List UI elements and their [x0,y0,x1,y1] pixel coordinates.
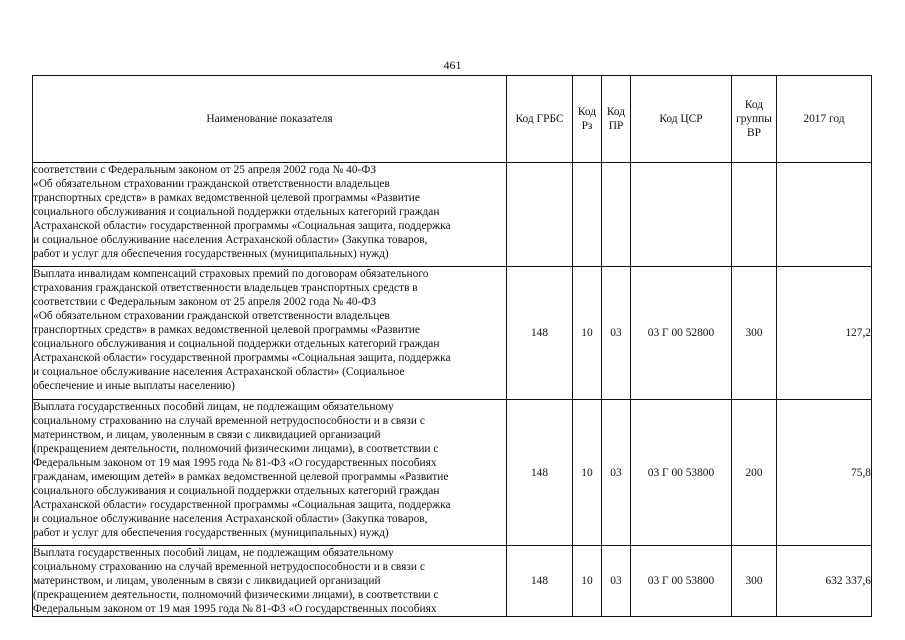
cell-name: соответствии с Федеральным законом от 25 апреля 2002 года № 40-ФЗ «Об обязательном страховании гражданской ответственности владельцев транспортных средств» в рамках ведомственной целевой программы «Развитие социального обслуживания и социальной поддержки отдельных категорий граждан Астраханской области» государственной программы «Социальная защита, поддержка и социальное обслуживание населения Астраханской области» (Закупка товаров, работ и услуг для обеспечения государственных (муниципальных) нужд) [33,163,507,267]
cell-name: Выплата государственных пособий лицам, не подлежащим обязательному социальному страхованию на случай временной нетрудоспособности и в связи с материнством, и лицам, уволенным в связи с ликвидацией организаций (прекращением деятельности, полномочий физическими лицами), в соответствии с Федеральным законом от 19 мая 1995 года № 81-ФЗ «О государственных пособиях гражданам, имеющим детей» в рамках ведомственной целевой программы «Развитие социального обслуживания и социальной поддержки отдельных категорий граждан Астраханской области» государственной программы «Социальная защита, поддержка и социальное обслуживание населения Астраханской области» (Закупка товаров, работ и услуг для обеспечения государственных (муниципальных) нужд) [33,400,507,546]
cell-grbs [507,163,573,267]
budget-table [32,75,872,617]
cell-vr: 200 [732,400,777,546]
cell-csr: 03 Г 00 53800 [631,400,732,546]
cell-name [33,546,507,617]
header-pr: Код ПР [602,76,631,163]
table-row [33,163,872,267]
cell-rz: 10 [573,546,602,617]
header-year: 2017 год [777,76,872,163]
table-row [33,546,872,617]
cell-csr: 03 Г 00 52800 [631,267,732,400]
cell-vr [732,163,777,267]
cell-amount: 127,2 [777,267,872,400]
cell-csr [631,163,732,267]
table-header-row [33,76,872,163]
header-grbs: Код ГРБС [507,76,573,163]
cell-amount [777,163,872,267]
table-row [33,267,872,400]
page-number: 461 [443,58,462,72]
cell-pr: 03 [602,400,631,546]
cell-vr: 300 [732,546,777,617]
table-row [33,400,872,546]
cell-csr: 03 Г 00 53800 [631,546,732,617]
header-vr: Код группы ВР [732,76,777,163]
cell-amount: 632 337,6 [777,546,872,617]
cell-pr: 03 [602,267,631,400]
cell-name-text: Выплата государственных пособий лицам, не подлежащим обязательному социальному страхованию на случай временной нетрудоспособности и в связи с материнством, и лицам, уволенным в связи с ликвидацией организаций (прекращением деятельности, полномочий физическими лицами), в соответствии с Федеральным законом от 19 мая 1995 года № 81-ФЗ «О государственных пособиях [33,547,439,615]
cell-name: Выплата инвалидам компенсаций страховых премий по договорам обязательного страхования гражданской ответственности владельцев транспортных средств в соответствии с Федеральным законом от 25 апреля 2002 года № 40-ФЗ «Об обязательном страховании гражданской ответственности владельцев транспортных средств» в рамках ведомственной целевой программы «Развитие социального обслуживания и социальной поддержки отдельных категорий граждан Астраханской области» государственной программы «Социальная защита, поддержка и социальное обслуживание населения Астраханской области» (Социальное обеспечение и иные выплаты населению) [33,267,507,400]
cell-rz [573,163,602,267]
cell-pr [602,163,631,267]
cell-grbs: 148 [507,546,573,617]
cell-grbs: 148 [507,267,573,400]
cell-grbs: 148 [507,400,573,546]
cell-pr: 03 [602,546,631,617]
header-rz: Код Рз [573,76,602,163]
cell-amount: 75,8 [777,400,872,546]
cell-rz: 10 [573,267,602,400]
header-csr: Код ЦСР [631,76,732,163]
header-name: Наименование показателя [33,76,507,163]
cell-rz: 10 [573,400,602,546]
cell-vr: 300 [732,267,777,400]
